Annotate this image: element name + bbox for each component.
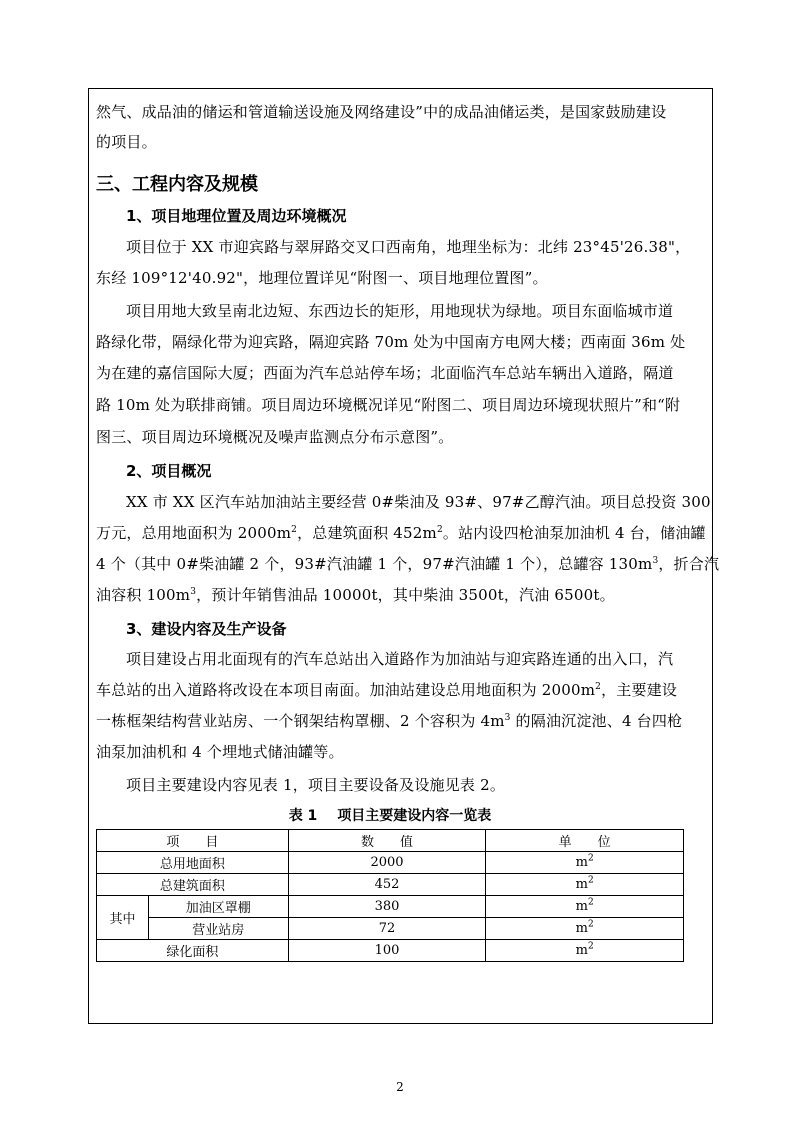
table-row [97,896,684,918]
table-row [97,940,684,962]
table-header-row [97,830,684,852]
sub1-p2-line1: 项目用地大致呈南北边短、东西边长的矩形，用地现状为绿地。项目东面临城市道 [126,302,674,320]
cell-item: 加油区罩棚 [148,896,288,918]
table-row [97,918,684,940]
para0-line1: 然气、成品油的储运和管道输送设施及网络建设”中的成品油储运类，是国家鼓励建设 [96,103,667,121]
sub3-line2: 车总站的出入道路将改设在本项目南面。加油站建设总用地面积为 $2000m^2$，主要建设 [96,681,678,699]
sub3-line5: 项目主要建设内容见表 1，项目主要设备及设施见表 2。 [126,776,506,794]
sub1-title: 1、项目地理位置及周边环境概况 [126,207,347,225]
sub1-p1-line2: 东经 109°12'40.92"，地理位置详见“附图一、项目地理位置图”。 [96,269,548,287]
cell-value: 100 [288,940,486,962]
table1-caption: 表 1 项目主要建设内容一览表 [288,808,492,824]
cell-item: 营业站房 [148,918,288,940]
sub1-p2-line2: 路绿化带，隔绿化带为迎宾路，隔迎宾路 70m 处为中国南方电网大楼；西南面 36m 处 [96,333,686,351]
sub2-line4: 油容积 $100m^3$，预计年销售油品 10000t，其中柴油 3500t，汽油 6500t。 [96,586,615,604]
header-value: 数 值 [288,830,486,852]
cell-item: 绿化面积 [97,940,289,962]
cell-unit: $m^2$ [486,918,684,940]
sub2-line1: XX 市 XX 区汽车站加油站主要经营 0#柴油及 93#、97#乙醇汽油。项目总投资 300 [126,493,711,511]
cell-value: 72 [288,918,486,940]
cell-unit: $m^2$ [486,874,684,896]
sub3-title: 3、建设内容及生产设备 [126,620,287,638]
cell-item: 总用地面积 [97,852,289,874]
cell-value: 452 [288,874,486,896]
table-row [97,874,684,896]
cell-unit: $m^2$ [486,896,684,918]
section3-title: 三、工程内容及规模 [96,174,258,195]
cell-value: 380 [288,896,486,918]
header-unit: 单 位 [486,830,684,852]
cell-value: 2000 [288,852,486,874]
sub2-line3: 4 个（其中 0#柴油罐 2 个，93#汽油罐 1 个，97#汽油罐 1 个），总罐容 $130m^3$，折合汽 [96,555,720,573]
sub2-title: 2、项目概况 [126,462,212,480]
page-number: 2 [396,1080,404,1094]
para0-line2: 的项目。 [96,133,157,151]
table1 [96,829,684,962]
sub3-line1: 项目建设占用北面现有的汽车总站出入道路作为加油站与迎宾路连通的出入口，汽 [126,650,674,668]
sub3-line3: 一栋框架结构营业站房、一个钢架结构罩棚、2 个容积为 $4m^3$ 的隔油沉淀池、4 台四枪 [96,712,683,730]
cell-unit: $m^2$ [486,852,684,874]
sub1-p2-line3: 为在建的嘉信国际大厦；西面为汽车总站停车场；北面临汽车总站车辆出入道路，隔道 [96,364,674,382]
sub1-p2-line5: 图三、项目周边环境概况及噪声监测点分布示意图”。 [96,428,454,446]
table-row [97,852,684,874]
cell-group-label: 其中 [97,896,149,940]
cell-unit: $m^2$ [486,940,684,962]
header-item: 项 目 [97,830,289,852]
sub1-p1-line1: 项目位于 XX 市迎宾路与翠屏路交叉口西南角，地理坐标为：北纬 23°45'26.38"， [126,238,691,256]
cell-item: 总建筑面积 [97,874,289,896]
sub2-line2: 万元，总用地面积为 $2000m^2$，总建筑面积 $452m^2$。站内设四枪油泵加油机 4 台，储油罐 [96,524,706,542]
sub1-p2-line4: 路 10m 处为联排商铺。项目周边环境概况详见“附图二、项目周边环境现状照片”和“附 [96,396,681,414]
sub3-line4: 油泵加油机和 4 个埋地式储油罐等。 [96,743,344,761]
